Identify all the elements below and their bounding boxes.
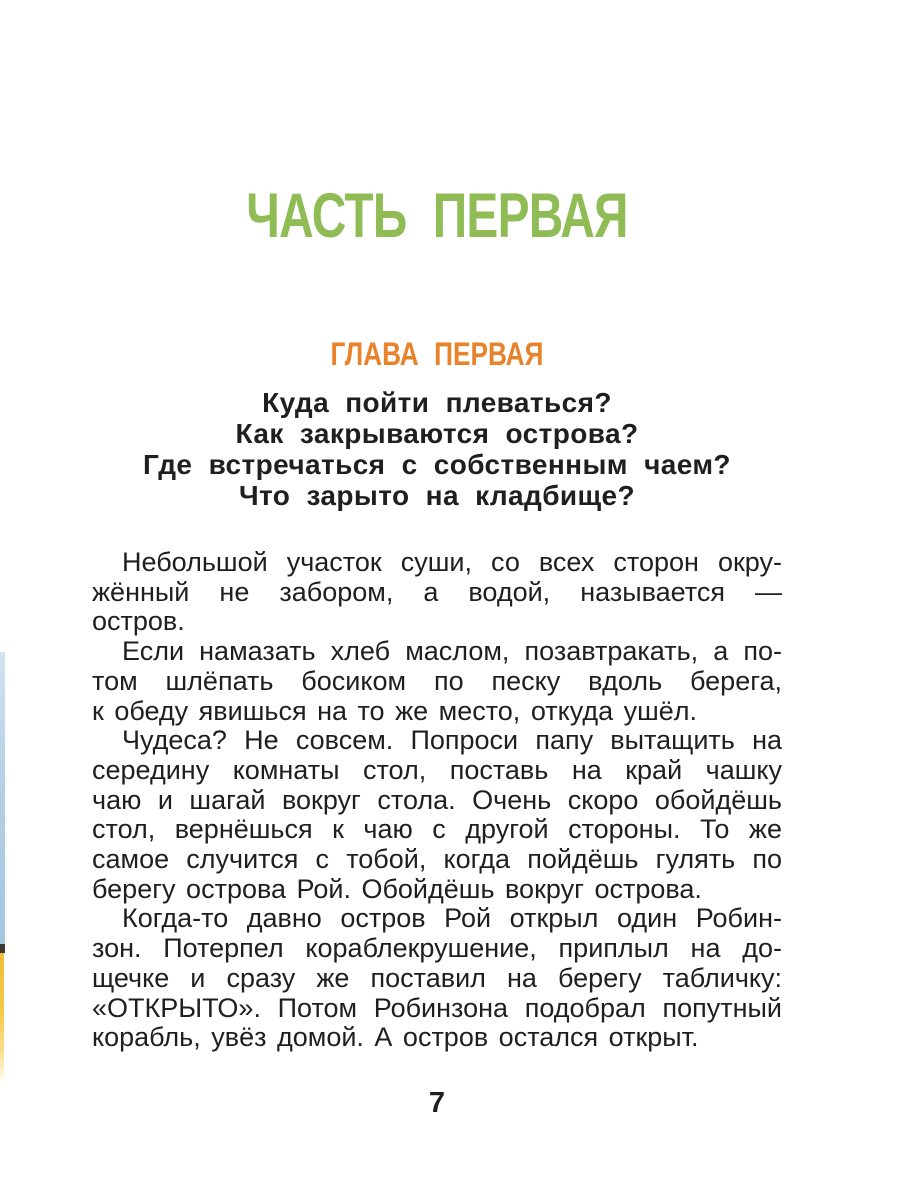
text-line: к обеду явишься на то же место, откуда ушёл.	[92, 695, 698, 726]
text-line: Когда-то давно остров Рой открыл один Робин-	[122, 903, 782, 934]
text-line: стол, вернёшься к чаю с другой стороны. То же	[92, 814, 782, 845]
subtitle-line: Куда пойти плеваться?	[262, 387, 612, 418]
text-line: берегу острова Рой. Обойдёшь вокруг острова.	[92, 873, 702, 904]
subtitle-line: Где встречаться с собственным чаем?	[143, 449, 731, 480]
adjacent-page-edge-yellow	[0, 953, 4, 1085]
page-content	[92, 0, 782, 1200]
text-line: самое случится с тобой, когда пойдёшь гулять по	[92, 844, 782, 875]
text-line: остров.	[92, 606, 185, 637]
text-line: середину комнаты стол, поставь на край чашку	[92, 754, 782, 785]
text-line: жённый не забором, а водой, называется —	[92, 576, 782, 607]
paragraph	[92, 726, 782, 904]
text-line: зон. Потерпел кораблекрушение, приплыл на до-	[92, 933, 782, 964]
adjacent-page-edge-blue	[0, 652, 5, 947]
paragraph	[92, 548, 782, 637]
text-line: корабль, увёз домой. А остров остался открыт.	[92, 1022, 699, 1053]
subtitle-line: Что зарыто на кладбище?	[238, 480, 636, 511]
text-line: том шлёпать босиком по песку вдоль берега,	[92, 665, 782, 696]
chapter-subtitle	[92, 387, 782, 511]
adjacent-page-edge-mark	[0, 944, 5, 953]
body-text	[92, 548, 782, 1053]
text-line: Небольшой участок суши, со всех сторон окру-	[122, 547, 782, 577]
paragraph	[92, 904, 782, 1053]
text-line: чаю и шагай вокруг стола. Очень скоро обойдёшь	[92, 784, 782, 815]
page-number: 7	[428, 1087, 446, 1119]
subtitle-line: Как закрываются острова?	[235, 418, 639, 449]
part-title: ЧАСТЬ ПЕРВАЯ	[246, 181, 628, 251]
text-line: «ОТКРЫТО». Потом Робинзона подобрал попутный	[92, 992, 782, 1023]
text-line: Чудеса? Не совсем. Попроси папу вытащить на	[122, 725, 782, 756]
paragraph	[92, 637, 782, 726]
text-line: Если намазать хлеб маслом, позавтракать, а по-	[122, 636, 782, 667]
chapter-title: ГЛАВА ПЕРВАЯ	[330, 336, 544, 372]
text-line: щечке и сразу же поставил на берегу табличку:	[92, 962, 782, 993]
